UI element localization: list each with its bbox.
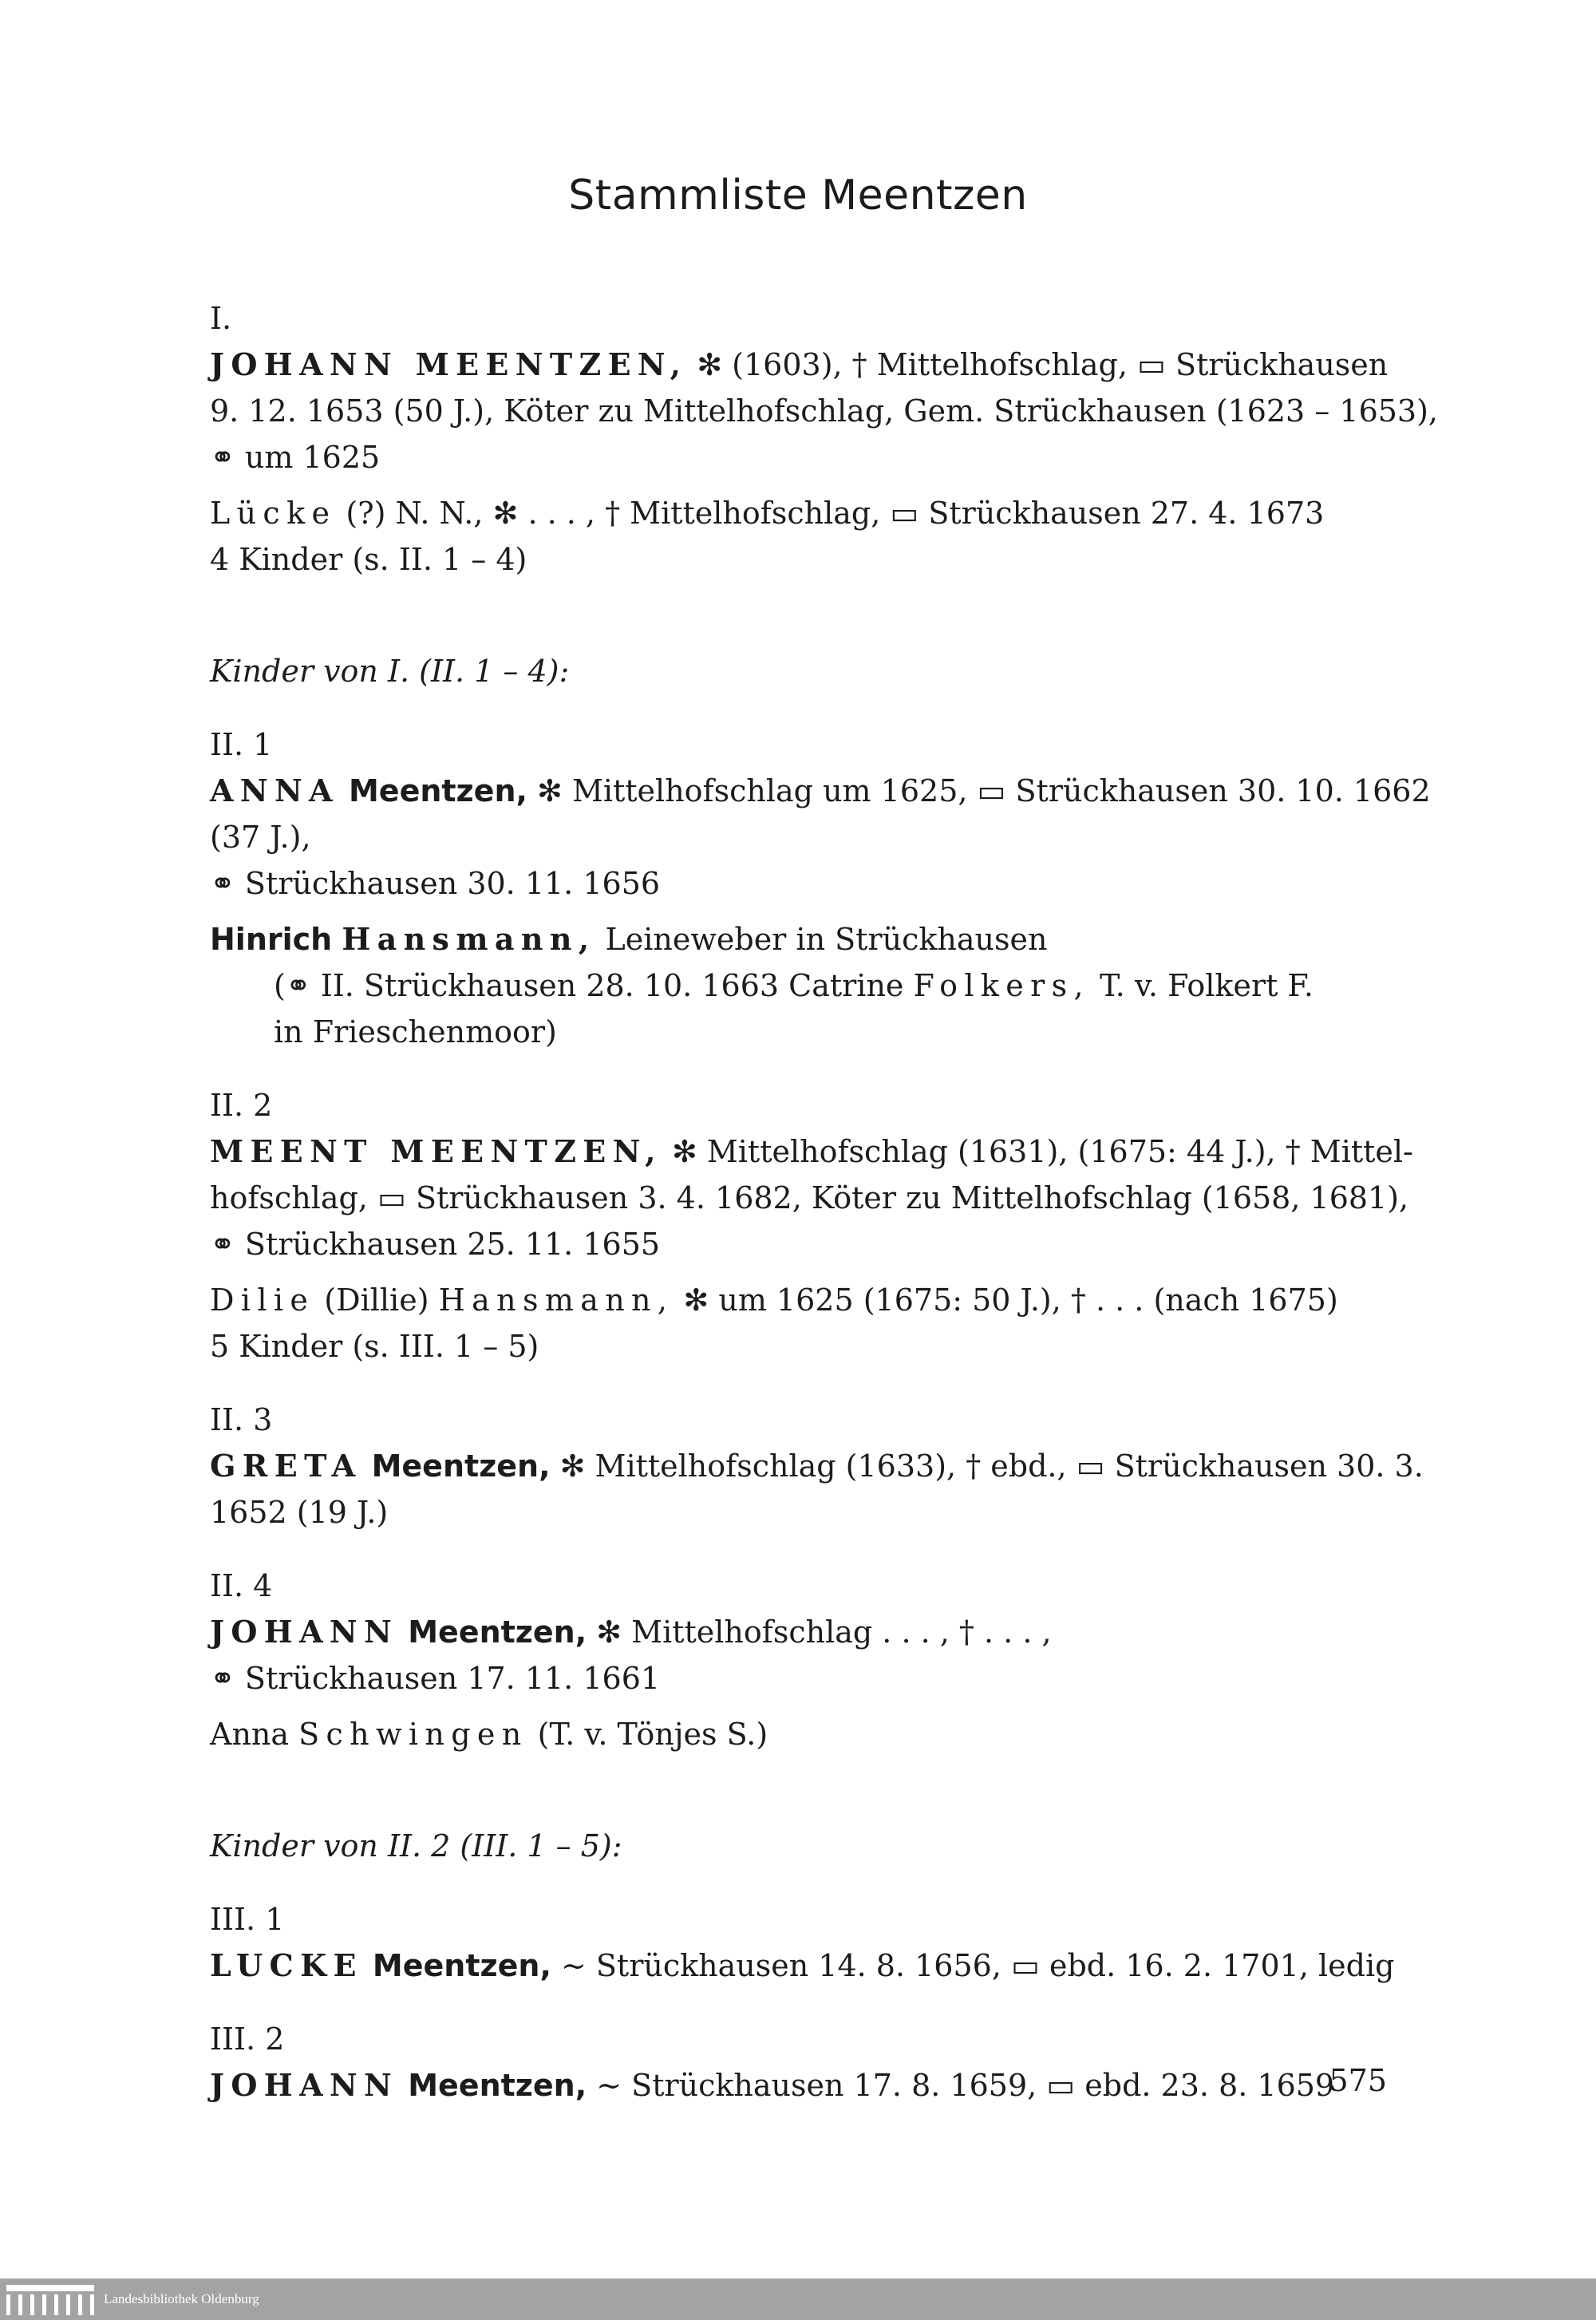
spouse-note-end: in Frieschenmoor): [274, 1014, 557, 1049]
person-name: LUCKE: [210, 1947, 363, 1983]
spouse-note-cont: T. v. Folkert F.: [1089, 968, 1314, 1003]
entry-III-2: [210, 2016, 1387, 2109]
children-count: 4 Kinder (s. II. 1 – 4): [210, 542, 527, 577]
entry-number: II. 1: [210, 727, 273, 762]
spouse-first-name: Anna: [210, 1717, 299, 1752]
entry-III-1: [210, 1896, 1395, 1989]
spouse-details: (?) N. N., ✻ . . . , † Mittelhofschlag, ▭ Strückhausen 27. 4. 1673: [336, 496, 1325, 531]
marriage-line: ⚭ Strückhausen 17. 11. 1661: [210, 1661, 661, 1696]
library-name: Landesbibliothek Oldenburg: [104, 2291, 259, 2306]
person-details: ✻ Mittelhofschlag (1631), (1675: 44 J.), † Mittel-: [662, 1134, 1413, 1169]
spouse-name: Hansmann,: [438, 1283, 674, 1318]
person-details-cont: 1652 (19 J.): [210, 1495, 389, 1530]
person-name: MEENT MEENTZEN,: [210, 1133, 662, 1169]
section-heading: Kinder von II. 2 (III. 1 – 5):: [210, 1828, 622, 1864]
spouse-first-name: Hinrich: [210, 922, 333, 957]
children-count: 5 Kinder (s. III. 1 – 5): [210, 1329, 539, 1364]
spouse-name: Hansmann,: [342, 921, 596, 957]
person-name: JOHANN MEENTZEN,: [210, 346, 688, 382]
person-surname: Meentzen,: [372, 1948, 551, 1983]
marriage-line: ⚭ um 1625: [210, 440, 381, 475]
person-details-cont: (37 J.),: [210, 820, 311, 855]
person-surname: Meentzen,: [371, 1449, 551, 1484]
entry-II-3: [210, 1397, 1424, 1535]
person-surname: Meentzen,: [408, 2068, 587, 2103]
marriage-line: ⚭ Strückhausen 30. 11. 1656: [210, 866, 661, 901]
entry-II-2: [210, 1082, 1413, 1369]
spouse-details: Leineweber in Strückhausen: [595, 922, 1048, 957]
person-details: ∼ Strückhausen 17. 8. 1659, ▭ ebd. 23. 8. 1659: [587, 2068, 1335, 2103]
marriage-line: ⚭ Strückhausen 25. 11. 1655: [210, 1227, 661, 1262]
entry-number: II. 3: [210, 1402, 273, 1437]
footer-bar: [0, 2279, 1596, 2320]
entry-number: III. 1: [210, 1902, 285, 1937]
entry-number: I.: [210, 301, 232, 336]
spouse-note-name: Folkers,: [913, 968, 1090, 1003]
spouse-name: Schwingen: [298, 1717, 528, 1752]
entry-number: II. 2: [210, 1088, 273, 1123]
person-details: ✻ Mittelhofschlag um 1625, ▭ Strückhausen 30. 10. 1662: [527, 773, 1431, 808]
page-title: Stammliste Meentzen: [568, 172, 1028, 219]
person-name: JOHANN: [210, 1614, 399, 1650]
genealogy-list: [210, 295, 1438, 2109]
person-surname: Meentzen,: [348, 773, 527, 808]
spouse-details: ✻ um 1625 (1675: 50 J.), † . . . (nach 1675): [674, 1283, 1338, 1318]
entry-II-1: [210, 721, 1431, 1055]
person-details: ✻ Mittelhofschlag . . . , † . . . ,: [587, 1615, 1052, 1650]
entry-number: III. 2: [210, 2022, 285, 2057]
spouse-note: (⚭ II. Strückhausen 28. 10. 1663 Catrine: [274, 968, 914, 1003]
person-details-cont: hofschlag, ▭ Strückhausen 3. 4. 1682, Köter zu Mittelhofschlag (1658, 1681),: [210, 1180, 1409, 1215]
entry-I: [210, 295, 1438, 583]
section-heading: Kinder von I. (II. 1 – 4):: [210, 654, 570, 689]
spouse-name: Lücke: [210, 496, 337, 531]
person-name: ANNA: [210, 773, 339, 808]
person-name: JOHANN: [210, 2067, 399, 2103]
person-details: ✻ Mittelhofschlag (1633), † ebd., ▭ Strückhausen 30. 3.: [550, 1449, 1424, 1484]
spouse-alt-name: (Dillie): [314, 1283, 439, 1318]
person-details: ✻ (1603), † Mittelhofschlag, ▭ Strückhausen: [687, 347, 1389, 382]
person-details: ∼ Strückhausen 14. 8. 1656, ▭ ebd. 16. 2. 1701, ledig: [551, 1948, 1395, 1983]
person-details-cont: 9. 12. 1653 (50 J.), Köter zu Mittelhofschlag, Gem. Strückhausen (1623 – 1653),: [210, 393, 1438, 429]
entry-II-4: [210, 1563, 1387, 1757]
person-name: GRETA: [210, 1448, 362, 1484]
spouse-details: (T. v. Tönjes S.): [527, 1717, 768, 1752]
spouse-first-name: Dilie: [210, 1283, 315, 1318]
library-building-icon: [6, 2283, 94, 2315]
entry-number: II. 4: [210, 1568, 273, 1603]
page-number: 575: [1329, 2063, 1387, 2098]
person-surname: Meentzen,: [408, 1615, 587, 1650]
